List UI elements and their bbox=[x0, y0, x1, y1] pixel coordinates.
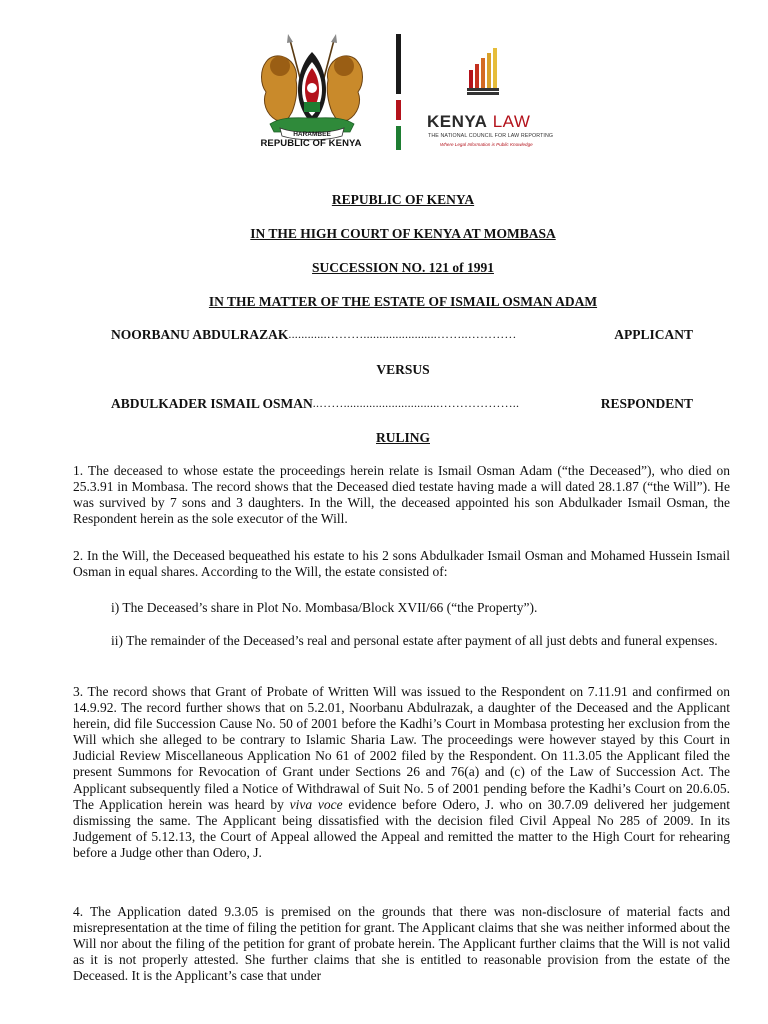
coat-of-arms-motto: HARAMBEE bbox=[293, 131, 331, 138]
kenya-law-wordmark bbox=[427, 112, 530, 132]
header-logos bbox=[0, 30, 768, 160]
applicant-leader-dots: ............……….......................……..………… bbox=[288, 327, 517, 341]
heading-republic: REPUBLIC OF KENYA bbox=[331, 192, 475, 207]
respondent-name: ABDULKADER ISMAIL OSMAN bbox=[111, 396, 313, 411]
kenya-law-word1: KENYA bbox=[427, 112, 488, 131]
kenya-law-word2: LAW bbox=[492, 112, 531, 131]
paragraph-3 bbox=[73, 684, 730, 861]
respondent-leader-dots: ..……..............................……………….. bbox=[312, 396, 520, 410]
respondent-line bbox=[111, 396, 693, 412]
ruling-heading: RULING bbox=[375, 430, 430, 445]
applicant-name: NOORBANU ABDULRAZAK bbox=[111, 327, 289, 342]
flag-divider bbox=[396, 34, 401, 150]
respondent-role: RESPONDENT bbox=[600, 396, 693, 411]
paragraph-4: 4. The Application dated 9.3.05 is premised on the grounds that there was non-disclosure of material facts and misrepresentation at the time of filing the petition for grant. The Applicant claims that she was neither informed about the Will nor about the filing of the petition for grant of probate herein. The Applicant further claims that the Will is not valid as it is not properly attested. She further claims that she is entitled to reasonable provision from the estate of the Deceased. It is the Applicant’s case that under bbox=[73, 904, 730, 984]
paragraph-3-part-b: evidence before Odero, J. who on 30.7.09 delivered her judgement dismissing the same. The Applicant being dissatisfied with the decision filed Civil Appeal No 285 of 2009. In its Judgement of 5.12.13, the Court of Appeal allowed the Appeal and remitted the matter to the High Court for rehearing before a Judge other than Odero, J. bbox=[73, 796, 730, 860]
heading-court: IN THE HIGH COURT OF KENYA AT MOMBASA bbox=[250, 226, 556, 241]
paragraph-2: 2. In the Will, the Deceased bequeathed his estate to his 2 sons Abdulkader Ismail Osman and Mohamed Hussein Ismail Osman in equal shares. According to the Will, the estate consisted of: bbox=[73, 548, 730, 580]
kenya-law-tagline: Where Legal Information is Public Knowledge bbox=[440, 142, 533, 147]
heading-estate-matter: IN THE MATTER OF THE ESTATE OF ISMAIL OSMAN ADAM bbox=[208, 294, 598, 309]
applicant-role: APPLICANT bbox=[614, 327, 693, 342]
kenya-coat-of-arms-logo bbox=[252, 32, 372, 150]
paragraph-1: 1. The deceased to whose estate the proceedings herein relate is Ismail Osman Adam (“the Deceased”), who died on 25.3.91 in Mombasa. The record shows that the Deceased died testate having made a will dated 28.1.87 (“the Will”). He was survived by 7 sons and 3 daughters. In the Will, the deceased appointed his son Abdulkader Ismail Osman, the Respondent herein as the sole executor of the Will. bbox=[73, 463, 730, 527]
paragraph-2-item-i: i) The Deceased’s share in Plot No. Mombasa/Block XVII/66 (“the Property”). bbox=[111, 600, 538, 615]
paragraph-2-item-ii: ii) The remainder of the Deceased’s real and personal estate after payment of all just debts and funeral expenses. bbox=[111, 633, 718, 648]
versus-label: VERSUS bbox=[376, 362, 430, 377]
paragraph-3-part-a: 3. The record shows that Grant of Probate of Written Will was issued to the Respondent on 7.11.91 and confirmed on 14.9.92. The record further shows that on 5.2.01, Noorbanu Abdulrazak, a daughter of the Deceased and the Applicant herein, did file Succession Cause No. 50 of 2001 before the Kadhi’s Court in Mombasa protesting her exclusion from the Will which she alleged to be contrary to Islamic Sharia Law. The proceedings were however stayed by this Court in Judicial Review Miscellaneous Application No 61 of 2002 filed by the Respondent. On 11.3.05 the Applicant filed the present Summons for Revocation of Grant under Sections 26 and 76(a) and (c) of the Law of Succession Act. The Applicant subsequently filed a Notice of Withdrawal of Suit No. 5 of 2001 pending before the Kadhi’s Court on 20.6.05. The Application herein was heard by bbox=[73, 684, 730, 812]
kenya-law-subtitle: THE NATIONAL COUNCIL FOR LAW REPORTING bbox=[428, 133, 554, 139]
heading-succession-number: SUCCESSION NO. 121 of 1991 bbox=[312, 260, 494, 275]
kenya-law-logo-mark bbox=[467, 48, 499, 96]
paragraph-3-italic: viva voce bbox=[289, 796, 343, 812]
applicant-line bbox=[111, 327, 693, 343]
coat-of-arms-caption: REPUBLIC OF KENYA bbox=[260, 138, 362, 149]
